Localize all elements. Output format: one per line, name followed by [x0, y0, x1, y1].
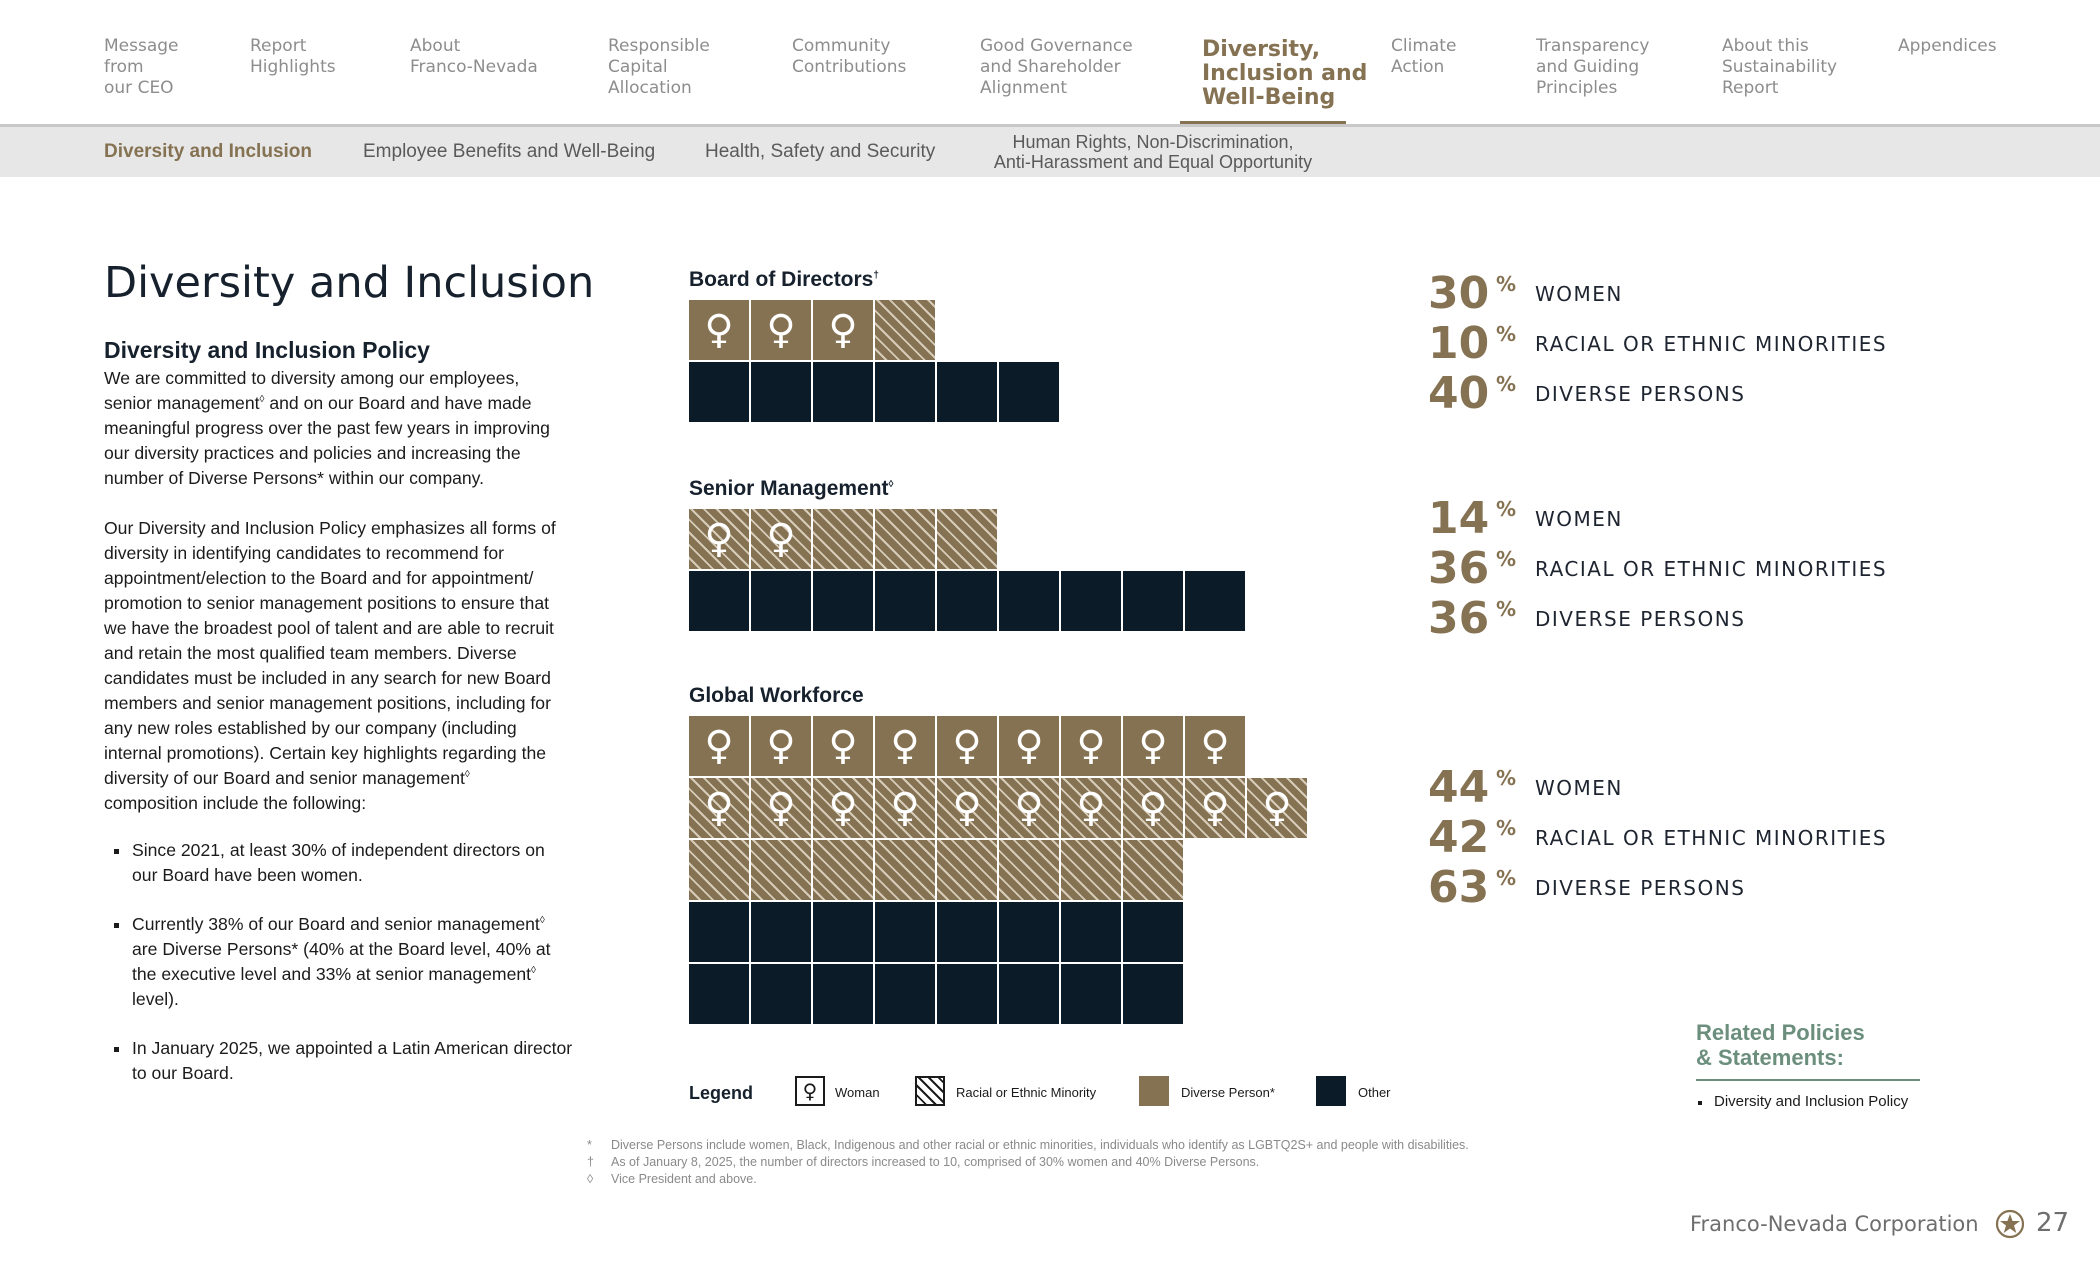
female-icon: ♀ — [766, 785, 796, 831]
other-cell — [751, 362, 811, 422]
stat-value: 30 — [1428, 268, 1490, 319]
racial-minority-cell — [1061, 840, 1121, 900]
sub-navigation — [0, 127, 2100, 177]
racial-minority-legend-swatch — [915, 1076, 945, 1106]
highlights-list — [104, 838, 574, 1110]
female-icon: ♀ — [1076, 785, 1106, 831]
other-cell — [875, 964, 935, 1024]
other-cell — [937, 964, 997, 1024]
chart-title-board: Board of Directors† — [689, 268, 879, 291]
female-icon: ♀ — [766, 307, 796, 353]
racial-minority-cell — [937, 509, 997, 569]
stat-percent-sign: % — [1496, 272, 1517, 296]
stat-percent-sign: % — [1496, 372, 1517, 396]
stat-label: DIVERSE PERSONS — [1535, 607, 1746, 631]
nav-item-community-contributions[interactable]: Community Contributions — [792, 36, 907, 77]
female-icon: ♀ — [828, 723, 858, 769]
racial-minority-cell — [937, 840, 997, 900]
female-icon: ♀ — [766, 516, 796, 562]
other-legend-swatch — [1316, 1076, 1346, 1106]
stat-percent-sign: % — [1496, 322, 1517, 346]
other-cell — [751, 571, 811, 631]
other-cell — [813, 362, 873, 422]
woman-cell — [875, 716, 935, 776]
nav-item-transparency-guiding-principles[interactable]: Transparency and Guiding Principles — [1536, 36, 1650, 98]
stat-percent-sign: % — [1496, 816, 1517, 840]
page-number: 27 — [2036, 1208, 2070, 1238]
female-icon: ♀ — [890, 723, 920, 769]
subnav-item-health-safety[interactable]: Health, Safety and Security — [705, 141, 936, 162]
racial-minority-cell — [813, 509, 873, 569]
woman-legend-icon: ♀ — [795, 1076, 825, 1106]
female-icon: ♀ — [1076, 723, 1106, 769]
woman-racial-minority-cell — [751, 778, 811, 838]
related-policies-title: Related Policies & Statements: — [1696, 1020, 1865, 1070]
racial-minority-cell — [875, 840, 935, 900]
woman-racial-minority-cell — [751, 509, 811, 569]
female-icon: ♀ — [704, 516, 734, 562]
female-icon: ♀ — [952, 785, 982, 831]
legend-title: Legend — [689, 1083, 754, 1103]
woman-racial-minority-cell — [937, 778, 997, 838]
chart-title-global-workforce: Global Workforce — [689, 684, 864, 707]
female-icon: ♀ — [1262, 785, 1292, 831]
other-cell — [1123, 964, 1183, 1024]
related-policies-list — [1696, 1093, 1908, 1110]
woman-cell — [1061, 716, 1121, 776]
legend-label-other: Other — [1358, 1085, 1391, 1100]
nav-item-responsible-capital-allocation[interactable]: Responsible Capital Allocation — [608, 36, 710, 98]
other-cell — [1123, 902, 1183, 962]
subnav-item-diversity-inclusion[interactable]: Diversity and Inclusion — [104, 141, 312, 162]
nav-item-good-governance[interactable]: Good Governance and Shareholder Alignment — [980, 36, 1133, 98]
female-icon: ♀ — [704, 785, 734, 831]
active-tab-indicator — [1180, 121, 1346, 124]
female-icon: ♀ — [1138, 785, 1168, 831]
nav-item-diversity-inclusion-well-being[interactable]: Diversity, Inclusion and Well-Being — [1202, 37, 1368, 110]
other-cell — [689, 362, 749, 422]
stat-value: 63 — [1428, 862, 1490, 913]
stat-label: WOMEN — [1535, 776, 1623, 800]
nav-item-about-franco-nevada[interactable]: About Franco-Nevada — [410, 36, 538, 77]
other-cell — [937, 362, 997, 422]
other-cell — [1185, 571, 1245, 631]
nav-item-report-highlights[interactable]: Report Highlights — [250, 36, 336, 77]
woman-racial-minority-cell — [1123, 778, 1183, 838]
other-cell — [813, 964, 873, 1024]
stat-percent-sign: % — [1496, 497, 1517, 521]
woman-cell — [813, 300, 873, 360]
stat-label: DIVERSE PERSONS — [1535, 382, 1746, 406]
stat-value: 10 — [1428, 318, 1490, 369]
woman-cell — [1185, 716, 1245, 776]
other-cell — [875, 571, 935, 631]
subnav-item-human-rights[interactable]: Human Rights, Non-Discrimination, Anti-Harassment and Equal Opportunity — [993, 132, 1313, 172]
woman-cell — [689, 716, 749, 776]
other-cell — [689, 902, 749, 962]
other-cell — [999, 362, 1059, 422]
woman-racial-minority-cell — [813, 778, 873, 838]
female-icon: ♀ — [952, 723, 982, 769]
woman-cell — [813, 716, 873, 776]
stat-percent-sign: % — [1496, 866, 1517, 890]
other-cell — [689, 571, 749, 631]
female-icon: ♀ — [890, 785, 920, 831]
footnote: ◊ Vice President and above. — [587, 1172, 757, 1186]
stat-label: WOMEN — [1535, 507, 1623, 531]
other-cell — [875, 902, 935, 962]
stat-value: 36 — [1428, 543, 1490, 594]
footer-brand: Franco-Nevada Corporation — [1690, 1212, 1979, 1236]
stat-label: WOMEN — [1535, 282, 1623, 306]
other-cell — [999, 902, 1059, 962]
woman-racial-minority-cell — [689, 778, 749, 838]
other-cell — [937, 902, 997, 962]
woman-cell — [1123, 716, 1183, 776]
stat-value: 44 — [1428, 762, 1490, 813]
policy-heading: Diversity and Inclusion Policy — [104, 337, 430, 363]
woman-racial-minority-cell — [689, 509, 749, 569]
female-icon: ♀ — [704, 723, 734, 769]
female-icon: ♀ — [1014, 723, 1044, 769]
woman-racial-minority-cell — [875, 778, 935, 838]
legend-label-woman: Woman — [835, 1085, 880, 1100]
other-cell — [1123, 571, 1183, 631]
nav-item-appendices[interactable]: Appendices — [1898, 36, 1997, 56]
female-icon: ♀ — [1014, 785, 1044, 831]
woman-cell — [999, 716, 1059, 776]
nav-item-about-sustainability-report[interactable]: About this Sustainability Report — [1722, 36, 1838, 98]
other-cell — [751, 964, 811, 1024]
woman-racial-minority-cell — [1185, 778, 1245, 838]
list-item: Currently 38% of our Board and senior management◊ are Diverse Persons* (40% at the Board level, 40% at the executive level and 33% at senior management◊ level). — [104, 912, 574, 1012]
other-cell — [1061, 964, 1121, 1024]
woman-racial-minority-cell — [1061, 778, 1121, 838]
racial-minority-cell — [751, 840, 811, 900]
female-icon: ♀ — [766, 723, 796, 769]
other-cell — [813, 571, 873, 631]
other-cell — [813, 902, 873, 962]
policy-paragraph-1: We are committed to diversity among our employees, senior management◊ and on our Board and have made meaningful progress over the past few years in improving our diversity practices and policies and increasing the number of Diverse Persons* within our company. — [104, 368, 550, 488]
woman-cell — [937, 716, 997, 776]
female-icon: ♀ — [1138, 723, 1168, 769]
footnote: † As of January 8, 2025, the number of directors increased to 10, comprised of 30% women and 40% Diverse Persons. — [587, 1155, 1260, 1169]
stat-value: 40 — [1428, 368, 1490, 419]
female-icon: ♀ — [828, 307, 858, 353]
stat-label: RACIAL OR ETHNIC MINORITIES — [1535, 332, 1888, 356]
footnote: * Diverse Persons include women, Black, Indigenous and other racial or ethnic minorities, individuals who identify as LGBTQ2S+ and people with disabilities. — [587, 1138, 1469, 1152]
racial-minority-cell — [689, 840, 749, 900]
list-item: In January 2025, we appointed a Latin American director to our Board. — [104, 1036, 574, 1086]
legend-label-diverse: Diverse Person* — [1181, 1085, 1275, 1100]
woman-racial-minority-cell — [1247, 778, 1307, 838]
female-icon: ♀ — [828, 785, 858, 831]
other-cell — [999, 571, 1059, 631]
other-cell — [751, 902, 811, 962]
other-cell — [875, 362, 935, 422]
top-navigation — [0, 0, 2100, 127]
stat-label: RACIAL OR ETHNIC MINORITIES — [1535, 826, 1888, 850]
other-cell — [999, 964, 1059, 1024]
subnav-item-employee-benefits[interactable]: Employee Benefits and Well-Being — [363, 141, 656, 162]
racial-minority-cell — [1123, 840, 1183, 900]
list-item: Since 2021, at least 30% of independent directors on our Board have been women. — [104, 838, 574, 888]
star-logo-icon — [1995, 1209, 2025, 1239]
stat-value: 42 — [1428, 812, 1490, 863]
related-divider — [1696, 1079, 1920, 1081]
stat-percent-sign: % — [1496, 766, 1517, 790]
diverse-person-legend-swatch — [1139, 1076, 1169, 1106]
page-title: Diversity and Inclusion — [104, 258, 595, 308]
racial-minority-cell — [875, 300, 935, 360]
female-icon: ♀ — [1200, 785, 1230, 831]
female-icon: ♀ — [704, 307, 734, 353]
woman-cell — [689, 300, 749, 360]
nav-item-message-from-ceo[interactable]: Message from our CEO — [104, 36, 179, 98]
nav-item-climate-action[interactable]: Climate Action — [1391, 36, 1457, 77]
other-cell — [689, 964, 749, 1024]
racial-minority-cell — [999, 840, 1059, 900]
stat-value: 14 — [1428, 493, 1490, 544]
other-cell — [937, 571, 997, 631]
related-policy-link[interactable]: Diversity and Inclusion Policy — [1696, 1093, 1908, 1110]
stat-percent-sign: % — [1496, 597, 1517, 621]
racial-minority-cell — [813, 840, 873, 900]
woman-cell — [751, 716, 811, 776]
other-cell — [1061, 571, 1121, 631]
footnotes — [585, 1137, 1469, 1188]
chart-title-senior-management: Senior Management◊ — [689, 477, 894, 500]
stat-label: DIVERSE PERSONS — [1535, 876, 1746, 900]
stat-value: 36 — [1428, 593, 1490, 644]
racial-minority-cell — [875, 509, 935, 569]
female-icon: ♀ — [1200, 723, 1230, 769]
stat-label: RACIAL OR ETHNIC MINORITIES — [1535, 557, 1888, 581]
policy-paragraph-2: Our Diversity and Inclusion Policy emphasizes all forms of diversity in identifying candidates to recommend for appointment/election to the Board and for appointment/ promotion to senior management positions to ensure that we have the broadest pool of talent and are able to recruit and retain the most qualified team members. Diverse candidates must be included in any search for new Board members and senior management positions, including for any new roles established by our company (including internal promotions). Certain key highlights regarding the diversity of our Board and senior management◊ composition include the following: — [104, 518, 556, 813]
woman-cell — [751, 300, 811, 360]
stat-percent-sign: % — [1496, 547, 1517, 571]
legend-label-racial: Racial or Ethnic Minority — [956, 1085, 1097, 1100]
other-cell — [1061, 902, 1121, 962]
woman-racial-minority-cell — [999, 778, 1059, 838]
